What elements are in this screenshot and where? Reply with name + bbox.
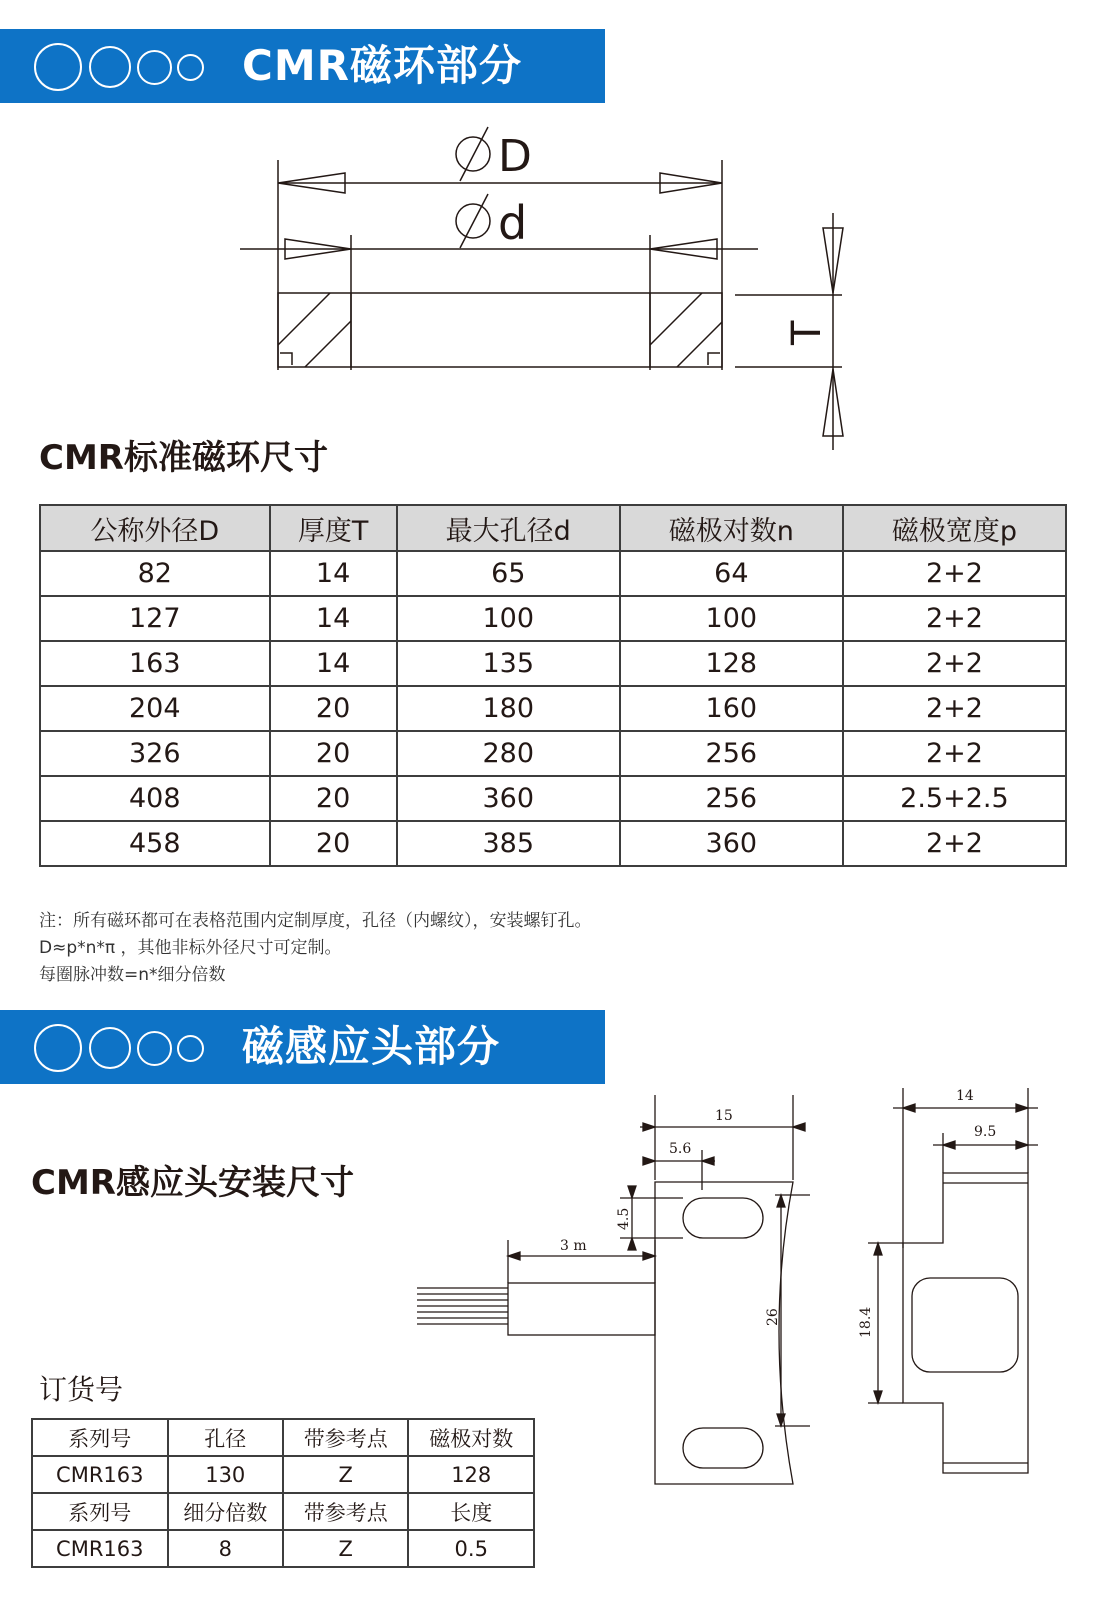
dim-height: 26	[765, 1308, 781, 1326]
decorative-circles	[34, 41, 214, 91]
table-cell: 82	[40, 551, 270, 596]
table-cell: 2+2	[843, 686, 1066, 731]
table-cell: 458	[40, 821, 270, 866]
table-cell: 326	[40, 731, 270, 776]
decorative-circles	[34, 1022, 214, 1072]
table-cell: 细分倍数	[168, 1493, 283, 1530]
header-cell: 磁极对数n	[620, 505, 843, 551]
table-cell: 14	[270, 551, 397, 596]
table-cell: 20	[270, 731, 397, 776]
table-cell: 180	[397, 686, 620, 731]
label-outer-diameter: D	[498, 131, 532, 182]
table-cell: 20	[270, 776, 397, 821]
dim-width: 15	[715, 1108, 733, 1124]
table-cell: 20	[270, 686, 397, 731]
table-cell: 带参考点	[283, 1493, 409, 1530]
table-cell: 孔径	[168, 1419, 283, 1456]
notes	[39, 908, 592, 989]
sensor-heading: CMR感应头安装尺寸	[31, 1163, 354, 1203]
note-line: 注：所有磁环都可在表格范围内定制厚度，孔径（内螺纹），安装螺钉孔。	[39, 911, 592, 931]
table-cell: 磁极对数	[408, 1419, 534, 1456]
table-cell: 160	[620, 686, 843, 731]
section-banner-ring	[0, 29, 605, 103]
table-cell: 带参考点	[283, 1419, 409, 1456]
table-cell: 14	[270, 596, 397, 641]
table-cell: 0.5	[408, 1530, 534, 1567]
header-cell: 厚度T	[270, 505, 397, 551]
table-row	[32, 1456, 534, 1493]
table-row	[40, 596, 1066, 641]
table-cell: 280	[397, 731, 620, 776]
table-cell: 2+2	[843, 641, 1066, 686]
table-cell: 163	[40, 641, 270, 686]
table-cell: 360	[620, 821, 843, 866]
table-row	[40, 776, 1066, 821]
table-cell: 408	[40, 776, 270, 821]
section-title-sensor: 磁感应头部分	[242, 1022, 501, 1071]
table-row	[40, 641, 1066, 686]
table-cell: 127	[40, 596, 270, 641]
ring-drawing	[230, 125, 880, 460]
order-heading: 订货号	[39, 1373, 124, 1406]
section-title-ring: CMR磁环部分	[242, 41, 522, 90]
table-cell: 2+2	[843, 551, 1066, 596]
table-cell: 135	[397, 641, 620, 686]
table-cell: 385	[397, 821, 620, 866]
table-cell: 65	[397, 551, 620, 596]
table-cell: 2.5+2.5	[843, 776, 1066, 821]
table-cell: 256	[620, 731, 843, 776]
table-cell: Z	[283, 1530, 409, 1567]
dim-slot-height: 4.5	[616, 1207, 632, 1230]
dim-side-inner: 9.5	[974, 1124, 997, 1140]
ring-spec-table	[39, 504, 1067, 867]
table-row	[32, 1530, 534, 1567]
table-cell: 204	[40, 686, 270, 731]
table-row	[40, 686, 1066, 731]
table-row	[40, 731, 1066, 776]
ring-table-heading: CMR标准磁环尺寸	[39, 438, 328, 478]
header-cell: 公称外径D	[40, 505, 270, 551]
table-cell: Z	[283, 1456, 409, 1493]
table-row	[32, 1419, 534, 1456]
table-cell: 360	[397, 776, 620, 821]
header-cell: 磁极宽度p	[843, 505, 1066, 551]
note-line: D≈p*n*π ，其他非标外径尺寸可定制。	[39, 938, 342, 958]
table-cell: 128	[620, 641, 843, 686]
order-table	[31, 1418, 535, 1568]
table-cell: CMR163	[32, 1456, 168, 1493]
table-cell: 128	[408, 1456, 534, 1493]
table-cell: 100	[620, 596, 843, 641]
table-header-row	[40, 505, 1066, 551]
label-inner-diameter: d	[498, 196, 528, 250]
table-cell: 2+2	[843, 596, 1066, 641]
table-cell: 256	[620, 776, 843, 821]
dim-side-height: 18.4	[858, 1306, 874, 1338]
dim-cable-length: 3 m	[560, 1238, 587, 1254]
table-cell: 2+2	[843, 821, 1066, 866]
table-row	[40, 551, 1066, 596]
header-cell: 最大孔径d	[397, 505, 620, 551]
label-thickness: T	[784, 320, 830, 345]
dim-side-width: 14	[956, 1088, 974, 1104]
table-cell: 2+2	[843, 731, 1066, 776]
table-cell: 130	[168, 1456, 283, 1493]
table-row	[40, 821, 1066, 866]
table-cell: 系列号	[32, 1493, 168, 1530]
table-cell: 20	[270, 821, 397, 866]
sensor-side-drawing	[858, 1088, 1058, 1488]
table-cell: CMR163	[32, 1530, 168, 1567]
table-row	[32, 1493, 534, 1530]
dim-slot-offset: 5.6	[669, 1141, 692, 1157]
table-cell: 100	[397, 596, 620, 641]
section-banner-sensor	[0, 1010, 605, 1084]
table-cell: 系列号	[32, 1419, 168, 1456]
table-cell: 长度	[408, 1493, 534, 1530]
table-cell: 14	[270, 641, 397, 686]
note-line: 每圈脉冲数=n*细分倍数	[39, 965, 226, 985]
table-cell: 64	[620, 551, 843, 596]
table-cell: 8	[168, 1530, 283, 1567]
